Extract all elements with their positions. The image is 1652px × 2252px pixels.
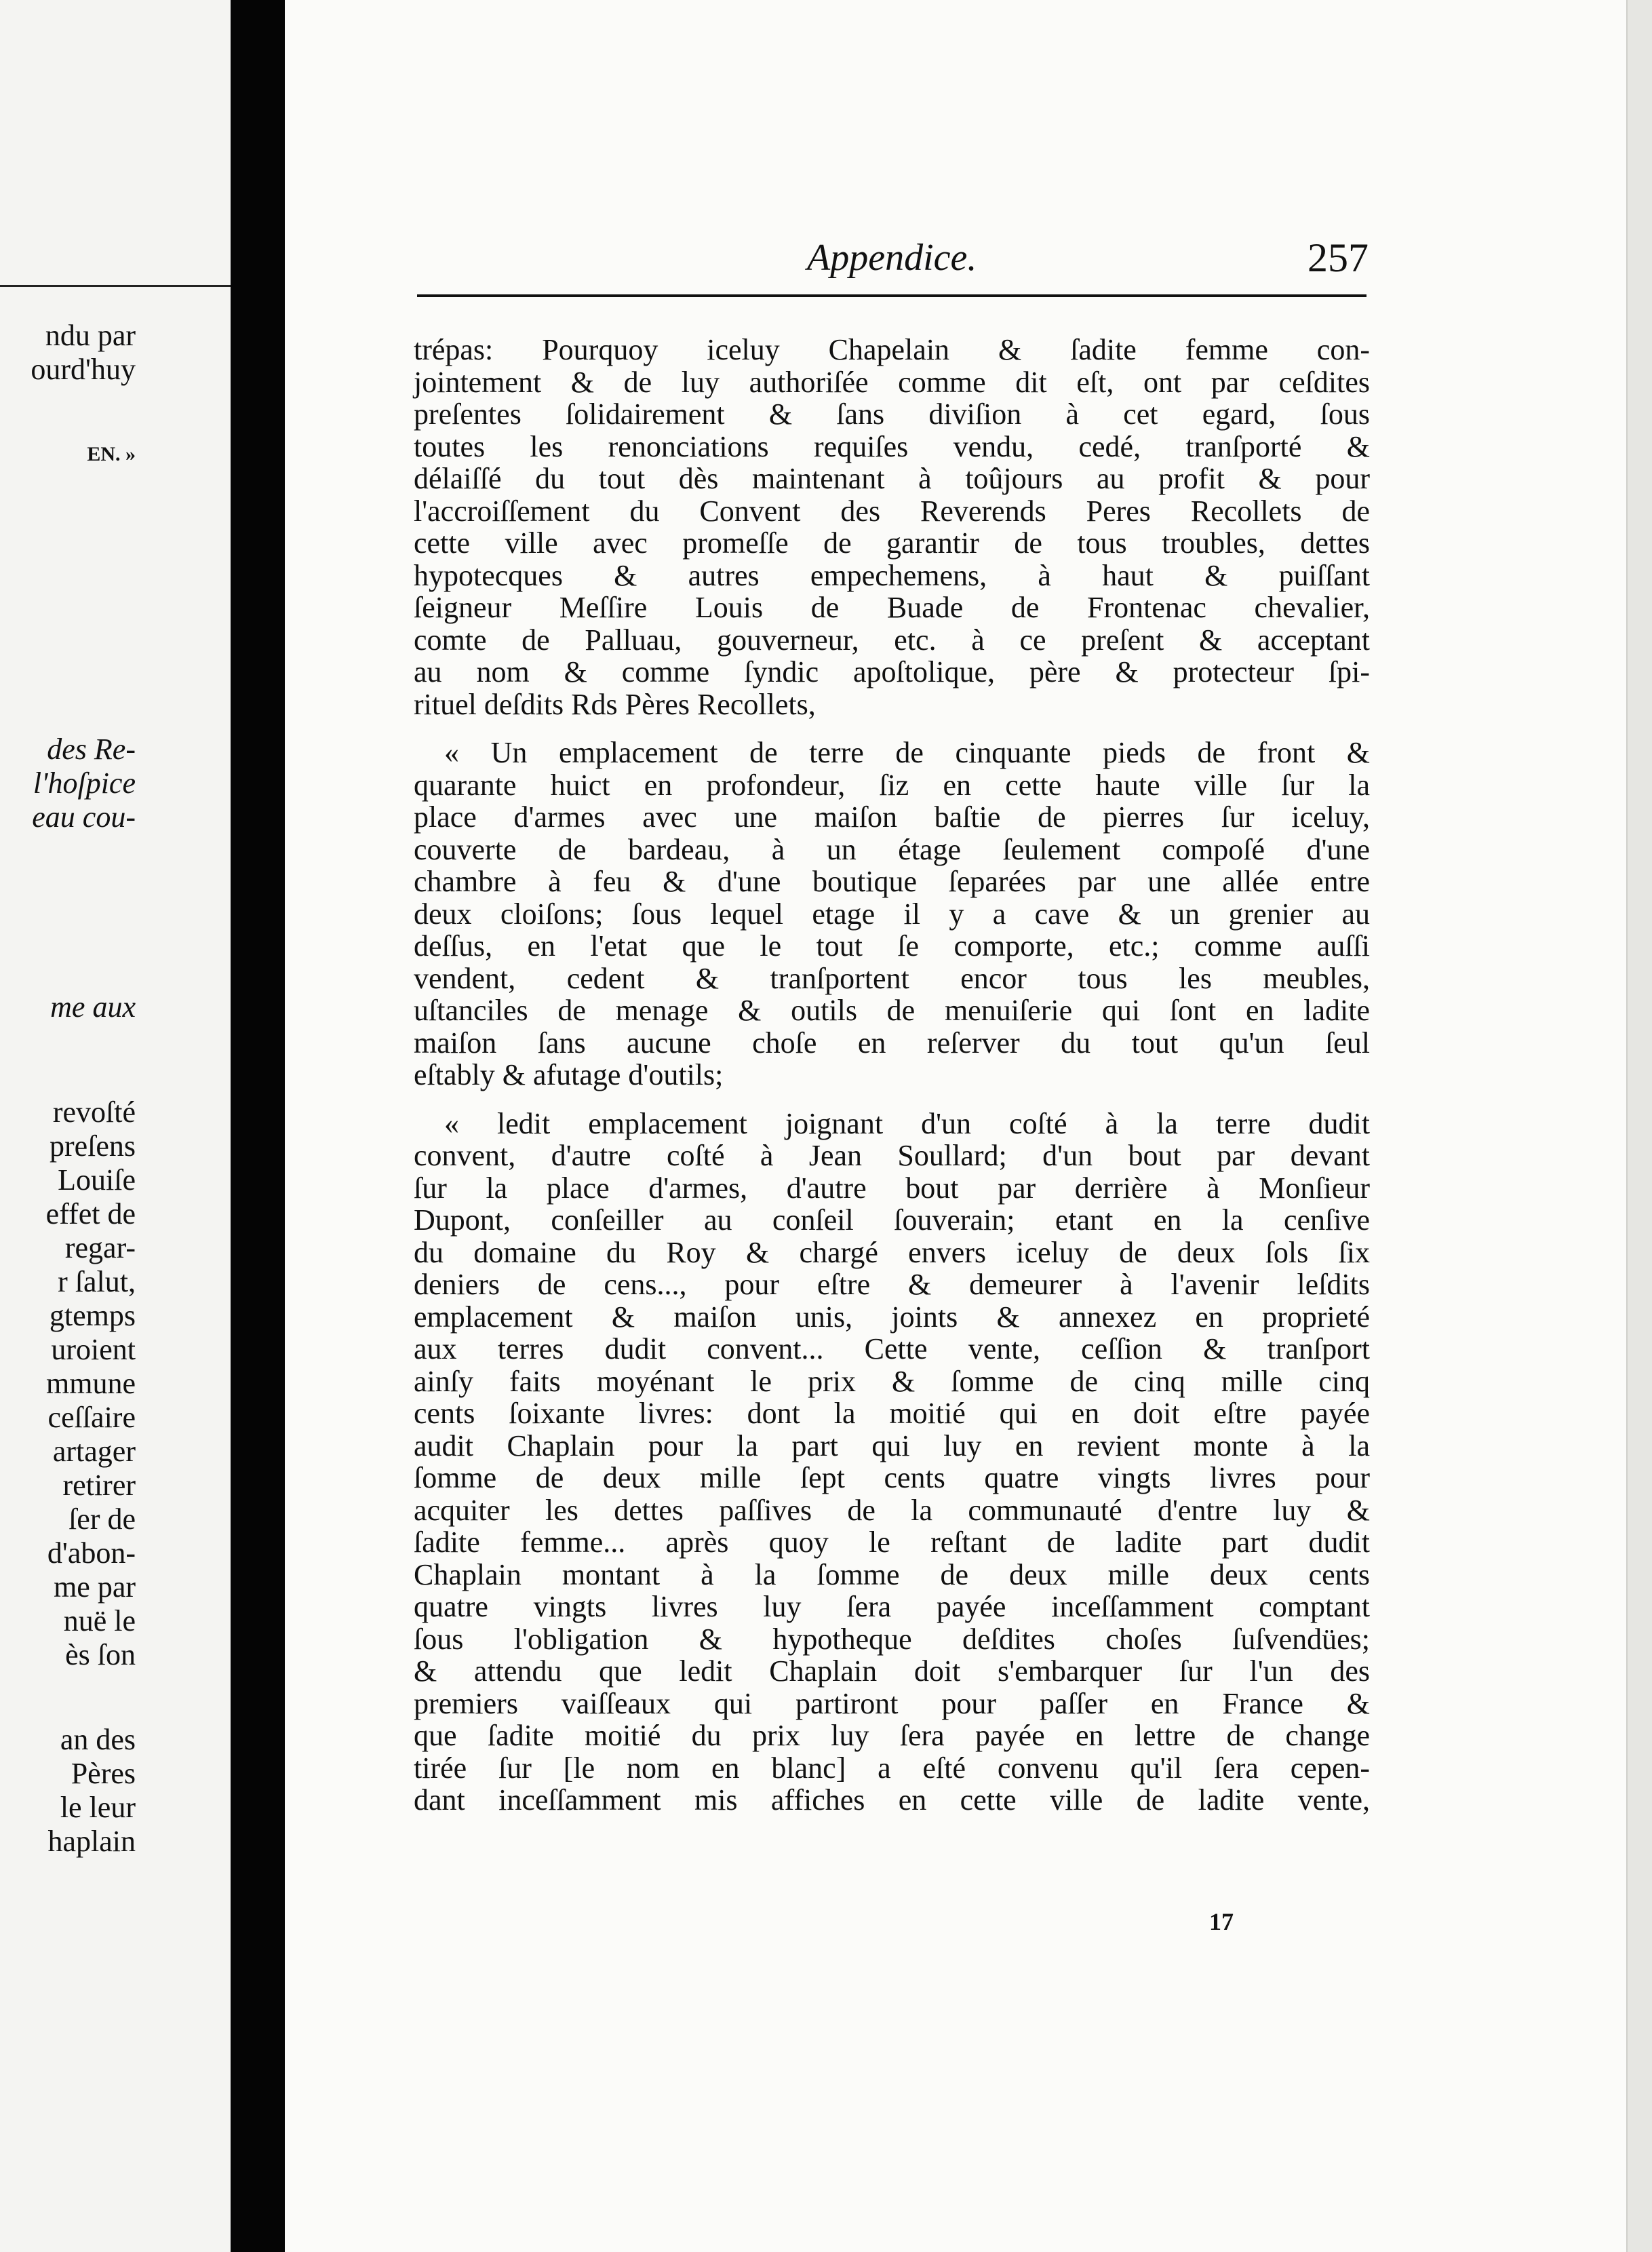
left-page-line: l'hoſpice <box>33 766 136 800</box>
text-line: chambre à feu & d'une boutique ſeparées par une allée entre <box>414 865 1370 898</box>
text-line: que ſadite moitié du prix luy ſera payée en lettre de change <box>414 1719 1370 1752</box>
left-page-fragment <box>0 0 231 2252</box>
text-line: deſſus, en l'etat que le tout ſe comporte, etc.; comme auſſi <box>414 929 1370 963</box>
text-line: ſous l'obligation & hypotheque deſdites choſes ſuſvendües; <box>414 1622 1370 1656</box>
paragraph <box>414 1108 1370 1817</box>
text-line: l'accroiſſement du Convent des Reverends Peres Recollets de <box>414 494 1370 528</box>
left-page-line: mmune <box>46 1367 136 1400</box>
text-line: toutes les renonciations requiſes vendu, cedé, tranſporté & <box>414 429 1370 463</box>
left-page-line: Louiſe <box>58 1163 136 1197</box>
text-line: uſtanciles de menage & outils de menuiſerie qui ſont en ladite <box>414 994 1370 1027</box>
text-line: « Un emplacement de terre de cinquante pieds de front & <box>444 736 1370 769</box>
text-line: tirée ſur [le nom en blanc] a eſté convenu qu'il ſera cepen- <box>414 1751 1370 1785</box>
text-line: dant inceſſamment mis affiches en cette ville de ladite vente, <box>414 1783 1370 1817</box>
text-line: deniers de cens..., pour eſtre & demeurer à l'avenir leſdits <box>414 1268 1370 1301</box>
page-number: 257 <box>1307 235 1369 280</box>
text-line: rituel deſdits Rds Pères Recollets, <box>414 687 816 721</box>
left-page-line: revoſté <box>52 1095 136 1129</box>
text-line: acquiter les dettes paſſives de la communauté d'entre luy & <box>414 1493 1370 1527</box>
text-line: deux cloiſons; ſous lequel etage il y a cave & un grenier au <box>414 897 1370 931</box>
left-page-line: ceſſaire <box>47 1401 136 1434</box>
text-line: & attendu que ledit Chaplain doit s'embarquer ſur l'un des <box>414 1654 1370 1688</box>
text-line: vendent, cedent & tranſportent encor tous les meubles, <box>414 961 1370 995</box>
left-page-rule <box>0 285 231 287</box>
left-page-line: gtemps <box>49 1299 136 1332</box>
left-page-line: eau cou- <box>32 800 136 834</box>
text-line: preſentes ſolidairement & ſans diviſion à cet egard, ſous <box>414 397 1370 431</box>
text-line: premiers vaiſſeaux qui partiront pour paſſer en France & <box>414 1686 1370 1720</box>
left-page-line: nuë le <box>63 1604 136 1637</box>
left-page-line: d'abon- <box>47 1536 136 1570</box>
text-line: couverte de bardeau, à un étage ſeulement compoſé d'une <box>414 832 1370 866</box>
running-head <box>285 231 1652 285</box>
left-page-line: uroient <box>51 1333 136 1366</box>
text-line: ſomme de deux mille ſept cents quatre vingts livres pour <box>414 1461 1370 1494</box>
left-page-line: me par <box>54 1570 136 1604</box>
left-page-line: des Re- <box>47 733 136 766</box>
text-line: cette ville avec promeſſe de garantir de tous troubles, dettes <box>414 526 1370 560</box>
left-page-line: artager <box>52 1435 136 1468</box>
text-line: Chaplain montant à la ſomme de deux mille deux cents <box>414 1557 1370 1591</box>
text-line: « ledit emplacement joignant d'un coſté à la terre dudit <box>444 1106 1370 1140</box>
text-line: emplacement & maiſon unis, joints & annexez en proprieté <box>414 1300 1370 1334</box>
text-line: Dupont, conſeiller au conſeil ſouverain; etant en la cenſive <box>414 1203 1370 1237</box>
running-head-title: Appendice. <box>807 237 977 279</box>
body-text <box>414 334 1370 1817</box>
paragraph <box>414 737 1370 1091</box>
text-line: aux terres dudit convent... Cette vente, ceſſion & tranſport <box>414 1332 1370 1365</box>
text-line: ſadite femme... après quoy le reſtant de ladite part dudit <box>414 1526 1370 1559</box>
text-line: ſur la place d'armes, d'autre bout par derrière à Monſieur <box>414 1171 1370 1205</box>
book-gutter <box>231 0 285 2252</box>
left-page-line: r ſalut, <box>58 1265 136 1298</box>
paragraph-gap <box>414 1091 1370 1108</box>
text-line: eſtably & afutage d'outils; <box>414 1058 724 1091</box>
left-page-line: me aux <box>50 990 136 1024</box>
text-line: comte de Palluau, gouverneur, etc. à ce preſent & acceptant <box>414 623 1370 657</box>
text-line: hypotecques & autres empechemens, à haut & puiſſant <box>414 558 1370 592</box>
text-line: audit Chaplain pour la part qui luy en revient monte à la <box>414 1429 1370 1462</box>
text-line: place d'armes avec une maiſon baſtie de pierres ſur iceluy, <box>414 800 1370 834</box>
text-line: ſeigneur Meſſire Louis de Buade de Frontenac chevalier, <box>414 591 1370 624</box>
text-line: trépas: Pourquoy iceluy Chapelain & ſadite femme con- <box>414 333 1370 366</box>
right-page <box>285 0 1652 2252</box>
paragraph-gap <box>414 720 1370 737</box>
text-line: cents ſoixante livres: dont la moitié qui en doit eſtre payée <box>414 1397 1370 1430</box>
text-line: du domaine du Roy & chargé envers iceluy de deux ſols ſix <box>414 1235 1370 1269</box>
text-line: convent, d'autre coſté à Jean Soullard; d'un bout par devant <box>414 1139 1370 1172</box>
left-page-line: EN. » <box>87 443 136 465</box>
header-rule <box>417 294 1366 297</box>
text-line: au nom & comme ſyndic apoſtolique, père & protecteur ſpi- <box>414 655 1370 688</box>
text-line: jointement & de luy authoriſée comme dit eſt, ont par ceſdites <box>414 365 1370 399</box>
left-page-line: preſens <box>49 1129 136 1163</box>
left-page-line: regar- <box>64 1231 136 1264</box>
left-page-line: ndu par <box>45 319 136 352</box>
page-edge <box>1626 0 1652 2252</box>
text-line: quarante huict en profondeur, ſiz en cette haute ville ſur la <box>414 768 1370 802</box>
left-page-line: effet de <box>45 1197 136 1230</box>
text-line: maiſon ſans aucune choſe en reſerver du tout qu'un ſeul <box>414 1026 1370 1060</box>
left-page-line: retirer <box>62 1469 136 1502</box>
text-line: délaiſſé du tout dès maintenant à toûjours au profit & pour <box>414 462 1370 495</box>
signature-mark: 17 <box>1209 1908 1234 1935</box>
left-page-line: Pères <box>71 1757 136 1790</box>
left-page-line: ès ſon <box>65 1638 136 1671</box>
paragraph <box>414 334 1370 720</box>
left-page-line: ſer de <box>68 1502 136 1536</box>
left-page-line: haplain <box>47 1825 136 1858</box>
left-page-line: ourd'huy <box>31 353 136 386</box>
left-page-line: an des <box>60 1723 136 1756</box>
text-line: quatre vingts livres luy ſera payée inceſſamment comptant <box>414 1590 1370 1623</box>
left-page-line: le leur <box>60 1791 136 1824</box>
text-line: ainſy faits moyénant le prix & ſomme de cinq mille cinq <box>414 1364 1370 1398</box>
